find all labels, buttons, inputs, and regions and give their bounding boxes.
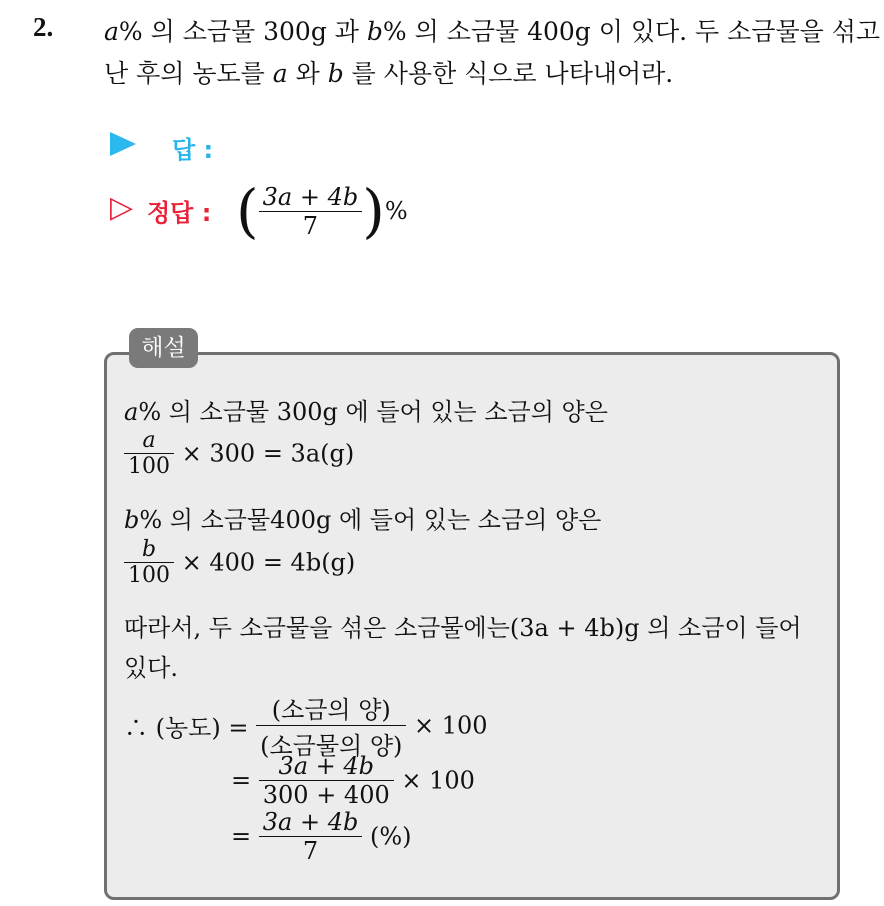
s-text: % 의 소금물400g 에 들어 있는 소금의 양은: [139, 506, 602, 534]
var-a: a: [104, 17, 119, 46]
concentration-equation-1: [124, 690, 488, 761]
equation-rest: (%): [369, 822, 412, 851]
var-b: b: [124, 506, 140, 534]
q-text: 를 사용한 식으로 나타내어라.: [343, 59, 674, 88]
solution-line: 따라서, 두 소금물을 섞은 소금물에는(3a + 4b)g 의 소금이 들어: [124, 614, 802, 642]
fraction-numerator: a: [142, 428, 156, 453]
fraction-denominator: 100: [124, 453, 174, 479]
var-a: a: [272, 59, 288, 88]
correct-answer-label: 정답 :: [147, 199, 212, 227]
fraction-numerator: (소금의 양): [271, 696, 391, 724]
q-text: 와: [287, 59, 328, 88]
var-b: b: [327, 59, 344, 88]
question-text-line1: [104, 12, 880, 48]
concentration-equation-2: [231, 752, 475, 809]
equation-rest: × 100: [401, 766, 475, 795]
equation-rest: × 400 = 4b(g): [181, 548, 356, 577]
q-text: % 의 소금물 400g 이 있다. 두 소금물을 섞고: [382, 17, 880, 46]
fraction: [259, 808, 363, 865]
equation-rest: × 300 = 3a(g): [181, 439, 355, 468]
answer-label: 답 :: [172, 136, 214, 164]
concentration-equation-3: [231, 808, 412, 865]
fraction-numerator: 3a + 4b: [262, 182, 359, 211]
question-number: 2.: [33, 12, 54, 42]
answer-fraction: [259, 183, 363, 240]
solution-equation-2: [124, 537, 355, 588]
fraction-numerator: 3a + 4b: [262, 808, 359, 836]
fraction-denominator: 100: [124, 562, 174, 588]
fraction-denominator: 7: [259, 836, 363, 865]
solution-line: [124, 392, 608, 427]
fraction-denominator: 7: [259, 211, 363, 240]
percent-unit: %: [384, 197, 408, 225]
fraction-numerator: 3a + 4b: [278, 752, 375, 780]
equals-sign: =: [231, 822, 252, 851]
equals-sign: =: [231, 766, 252, 795]
s-text: % 의 소금물 300g 에 들어 있는 소금의 양은: [138, 398, 608, 426]
question-text-line2: [104, 54, 673, 90]
q-text: % 의 소금물 300g 과: [118, 17, 367, 46]
left-paren: (: [236, 177, 259, 245]
solution-tab: 해설: [129, 328, 198, 368]
fraction: [259, 752, 394, 809]
q-text: 난 후의 농도를: [104, 59, 273, 88]
equation-lead: ∴ (농도) =: [124, 714, 249, 742]
solution-line: 있다.: [124, 654, 178, 682]
fraction: [124, 537, 174, 588]
play-triangle-icon: [110, 132, 136, 156]
correct-answer-value: [236, 177, 408, 245]
var-a: a: [124, 398, 139, 426]
var-b: b: [366, 17, 383, 46]
right-paren: ): [362, 177, 385, 245]
fraction-numerator: b: [141, 537, 157, 562]
fraction-denominator: 300 + 400: [259, 780, 394, 809]
fraction: [256, 690, 406, 761]
outline-triangle-icon: ▷: [110, 190, 134, 225]
solution-line: [124, 500, 601, 535]
solution-equation-1: [124, 428, 354, 479]
equation-rest: × 100: [414, 711, 488, 740]
fraction: [124, 428, 174, 479]
fraction-denominator: (소금물의 양): [256, 725, 406, 761]
